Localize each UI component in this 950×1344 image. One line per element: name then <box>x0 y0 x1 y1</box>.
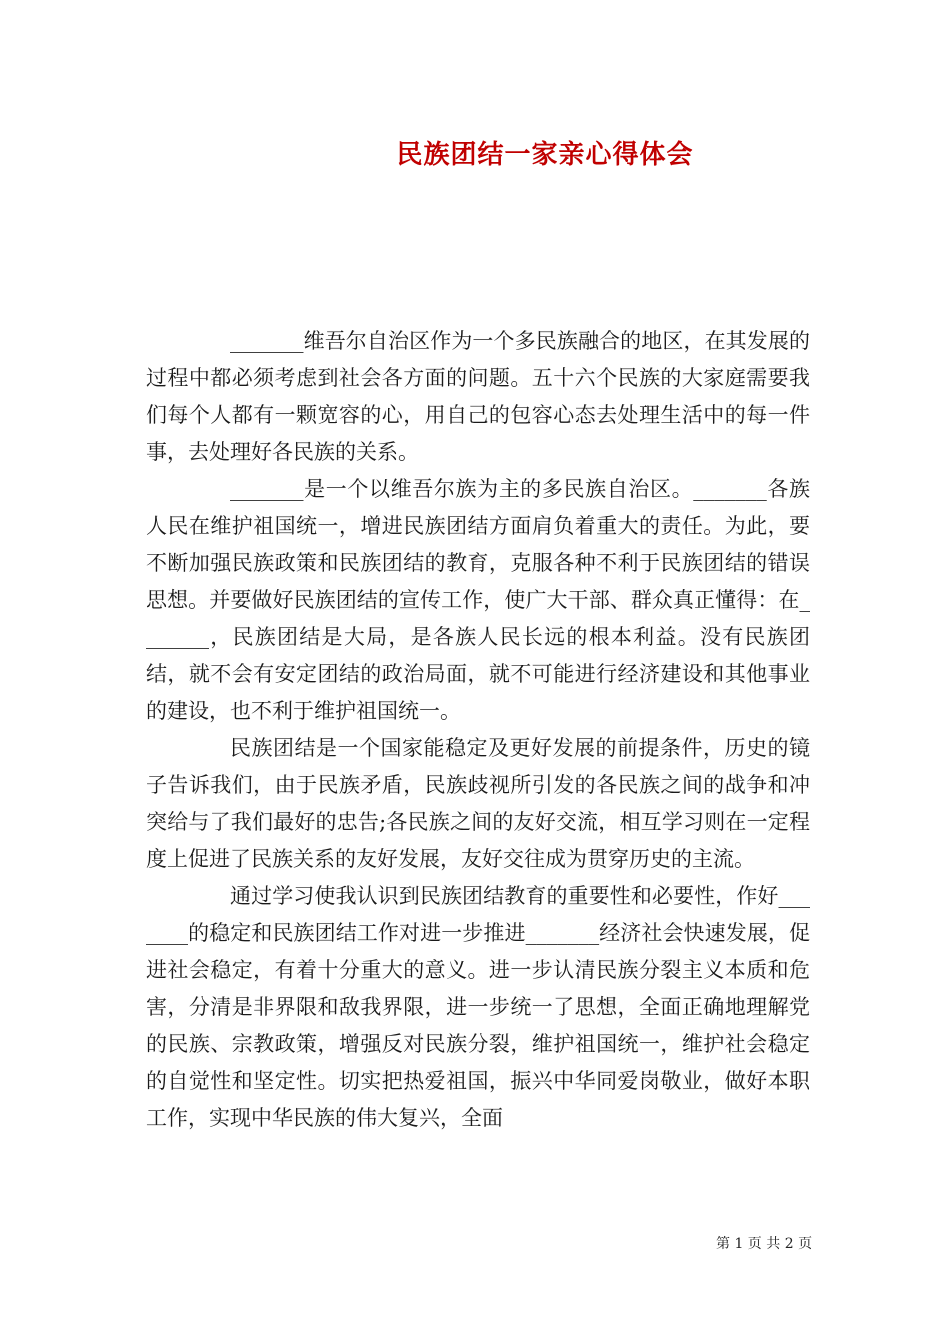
paragraph: _______是一个以维吾尔族为主的多民族自治区。_______各族人民在维护祖国统一，增进民族团结方面肩负着重大的责任。为此，要不断加强民族政策和民族团结的教育，克服各种不利于民族团结的错误思想。并要做好民族团结的宣传工作，使广大干部、群众真正懂得：在_______，民族团结是大局，是各族人民长远的根本利益。没有民族团结，就不会有安定团结的政治局面，就不可能进行经济建设和其他事业的建设，也不利于维护祖国统一。 <box>146 477 810 723</box>
document-title: 民族团结一家亲心得体会 <box>396 140 694 170</box>
paragraph: _______维吾尔自治区作为一个多民族融合的地区，在其发展的过程中都必须考虑到社会各方面的问题。五十六个民族的大家庭需要我们每个人都有一颗宽容的心，用自己的包容心态去处理生活中的每一件事，去处理好各民族的关系。 <box>146 329 810 464</box>
paragraph: 通过学习使我认识到民族团结教育的重要性和必要性，作好_______的稳定和民族团结工作对进一步推进_______经济社会快速发展，促进社会稳定，有着十分重大的意义。进一步认清民族分裂主义本质和危害，分清是非界限和敌我界限，进一步统一了思想，全面正确地理解党的民族、宗教政策，增强反对民族分裂，维护祖国统一，维护社会稳定的自觉性和坚定性。切实把热爱祖国，振兴中华同爱岗敬业，做好本职工作，实现中华民族的伟大复兴，全面 <box>146 884 810 1130</box>
page-number: 第 1 页 共 2 页 <box>716 1236 813 1252</box>
document-body <box>146 323 810 1137</box>
paragraph: 民族团结是一个国家能稳定及更好发展的前提条件，历史的镜子告诉我们，由于民族矛盾，民族歧视所引发的各民族之间的战争和冲突给与了我们最好的忠告;各民族之间的友好交流，相互学习则在一定程度上促进了民族关系的友好发展，友好交往成为贯穿历史的主流。 <box>146 736 810 871</box>
